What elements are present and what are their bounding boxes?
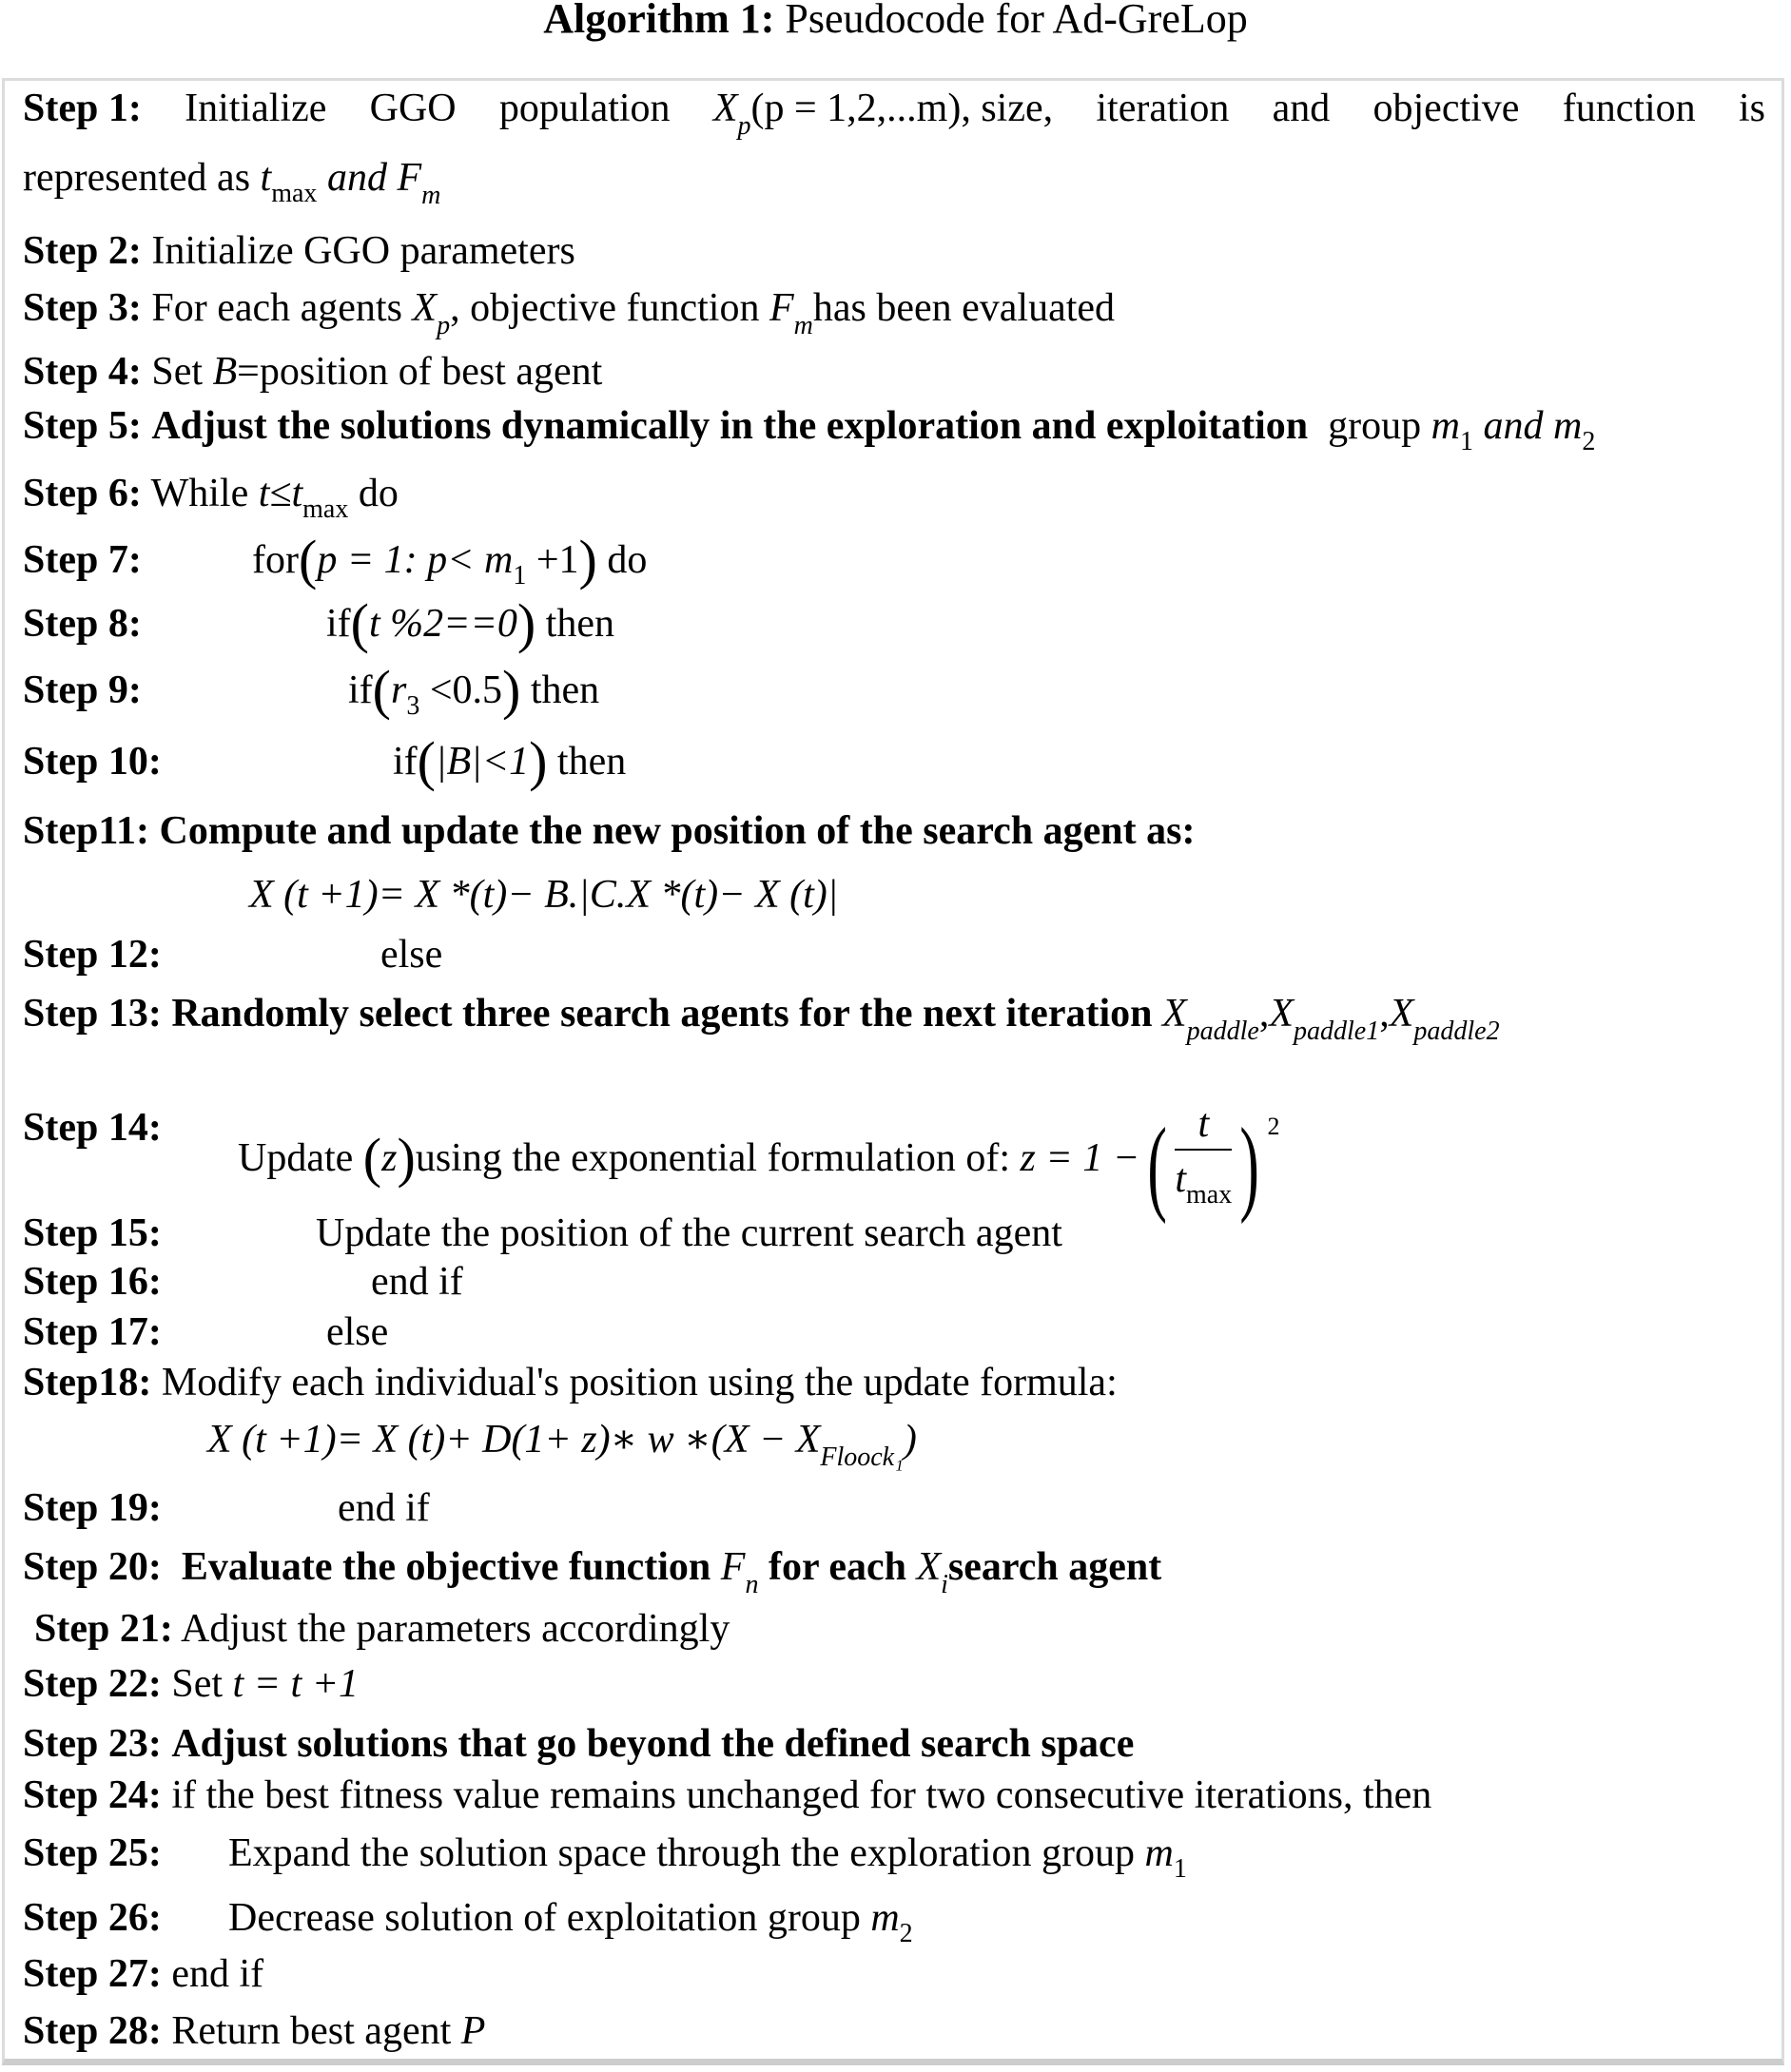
step-label: Step 15: [23, 1211, 162, 1255]
keyword: then [556, 740, 627, 784]
step-text: Adjust the solutions dynamically in the exploration and exploitation [151, 404, 1309, 448]
step-10-content: if(|B|<1) then [393, 730, 627, 792]
sub: max [271, 179, 318, 208]
step-label: Step 6: [23, 472, 142, 515]
step-text: While [150, 472, 249, 515]
sub: n [745, 1570, 759, 1599]
step-7 [23, 537, 142, 583]
step-9 [23, 668, 142, 713]
step-15 [23, 1210, 162, 1256]
step-26-content [228, 1895, 913, 1957]
word: population [498, 87, 671, 130]
population-expr: $X_p(p = 1,2,...m)$, size, [712, 87, 1054, 141]
sub: m [793, 311, 813, 340]
step-label: Step 26: [23, 1896, 162, 1940]
expr: p = 1: p< m [317, 538, 514, 582]
keyword: do [607, 538, 648, 582]
step-label: Step 20: [23, 1545, 162, 1589]
step-2 [23, 228, 575, 274]
step-text: Decrease solution of exploitation group [228, 1896, 861, 1940]
step-18-formula: X (t +1)= X (t)+ D(1+ z)∗ w ∗(X − $X_{Floock_1}$) [207, 1418, 917, 1472]
step-18 [23, 1360, 1118, 1405]
step-28 [23, 2008, 485, 2054]
expr: t≤t [258, 472, 303, 515]
step-text: Expand the solution space through the exploration group [228, 1831, 1135, 1875]
step-label: Step 24: [23, 1773, 162, 1817]
sub: 2 [1582, 427, 1596, 456]
sub: max [302, 494, 349, 524]
step-label: Step 3: [23, 286, 142, 330]
word: and [1272, 87, 1331, 130]
sub: i [941, 1570, 948, 1599]
step-label: Step 19: [23, 1486, 162, 1530]
keyword: if [348, 668, 373, 712]
step-text: Evaluate the objective function [181, 1545, 711, 1589]
step-label: Step 23: [23, 1722, 162, 1766]
word: function [1562, 87, 1696, 130]
keyword: then [545, 602, 614, 646]
sub: paddle [1186, 1017, 1259, 1046]
var: F [769, 286, 794, 330]
step-25 [23, 1830, 162, 1876]
keyword: then [530, 668, 600, 712]
step-text: For each agents [151, 286, 402, 330]
step-label: Step 14: [23, 1106, 162, 1150]
step-text: if the best fitness value remains unchanged for two consecutive iterations, then [171, 1773, 1432, 1817]
word: Initialize [185, 87, 327, 130]
step-5 [23, 403, 1595, 465]
var: P [460, 2009, 486, 2053]
sub: 1 [1460, 427, 1474, 456]
sub: 3 [406, 691, 420, 721]
var: m [1144, 1831, 1174, 1875]
step-label: Step 25: [23, 1831, 162, 1875]
step-label: Step 5: [23, 404, 142, 448]
var: F [720, 1545, 746, 1589]
step-text: search agent [947, 1545, 1162, 1589]
step-text: end if [171, 1952, 264, 1996]
step-7-content: for(p = 1: $p< m_1 +1$) do [252, 529, 648, 591]
text: and [326, 156, 387, 200]
step-label: Step 7: [23, 538, 142, 582]
step-label: Step 4: [23, 350, 142, 394]
step-16-content: end if [371, 1260, 463, 1304]
word: GGO [369, 87, 457, 130]
keyword: if [326, 602, 351, 646]
step-1 [23, 86, 1765, 149]
step-label: Step18: [23, 1361, 152, 1404]
expr: t %2==0 [368, 602, 517, 646]
step-label: Step 22: [23, 1662, 162, 1706]
var: m [1431, 404, 1461, 448]
expr: |B|<1 [435, 740, 530, 784]
sub: paddle1 [1294, 1017, 1380, 1046]
expr: <0.5 [419, 668, 503, 712]
var: m [1553, 404, 1583, 448]
step-text: , objective function [450, 286, 760, 330]
sub: 1 [513, 561, 527, 591]
step-text: Adjust solutions that go beyond the defined search space [171, 1722, 1135, 1766]
step-label: Step 10: [23, 740, 162, 784]
step-23 [23, 1721, 1134, 1767]
word: is [1738, 87, 1765, 130]
exponent: 2 [1267, 1113, 1280, 1140]
step-text: Randomly select three search agents for the next iteration [171, 992, 1153, 1036]
sub: paddle2 [1413, 1017, 1500, 1046]
keyword: for [252, 538, 299, 582]
step-text: do [358, 472, 399, 515]
var: X [1269, 992, 1295, 1036]
text: represented as [23, 156, 251, 200]
var: X [1161, 992, 1187, 1036]
step-label: Step 16: [23, 1260, 162, 1304]
fraction: $\frac{t}{t_{max}}$ [1175, 1099, 1232, 1224]
step-3 [23, 285, 1115, 349]
step-6 [23, 471, 399, 533]
algorithm-title [0, 0, 1791, 44]
step-15-content: Update the position of the current search agent [316, 1211, 1062, 1255]
step-label: Step 28: [23, 2009, 162, 2053]
step-text: using the exponential formulation of: [415, 1136, 1011, 1180]
step-label: Step11: [23, 809, 150, 853]
var: X [1389, 992, 1414, 1036]
step-9-content: $if(r_3 <0.5)$ then [348, 659, 600, 721]
step-22 [23, 1661, 359, 1707]
expr: r [390, 668, 407, 712]
step-25-content [228, 1830, 1187, 1892]
expr: t = t +1 [232, 1662, 360, 1706]
step-21 [34, 1606, 730, 1652]
var: t [260, 156, 272, 200]
step-text: Compute and update the new position of the search agent as: [159, 809, 1196, 853]
step-24 [23, 1772, 1431, 1818]
var: z [381, 1136, 398, 1180]
step-text: Modify each individual's position using the update formula: [161, 1361, 1118, 1404]
step-text: Update [238, 1136, 354, 1180]
step-13: Step 13: Randomly select three search agents for the next iteration $X_{paddle},X_{paddle1},X_{paddle2}$ [23, 992, 1500, 1046]
step-27 [23, 1951, 263, 1997]
text: and [1483, 404, 1544, 448]
algorithm-label: Algorithm 1: [543, 0, 775, 42]
step-8 [23, 601, 142, 647]
step-10 [23, 739, 162, 784]
step-19 [23, 1485, 162, 1531]
step-12-content: else [380, 933, 443, 977]
algorithm-title-text: Pseudocode for Ad-GreLop [785, 0, 1248, 42]
step-text: =position of best agent [237, 350, 603, 394]
sub: 2 [899, 1919, 913, 1948]
step-label: Step 1: [23, 87, 142, 130]
step-11-formula: X (t +1)= X *(t)− B.|C.X *(t)− X (t)| [249, 873, 839, 917]
step-label: Step 21: [34, 1607, 173, 1651]
step-19-content: end if [338, 1486, 430, 1530]
step-12 [23, 932, 162, 978]
step-label: Step 13: [23, 992, 162, 1036]
step-text: Set [171, 1662, 224, 1706]
step-1-continued [23, 155, 440, 219]
step-4 [23, 349, 602, 395]
var: F [397, 156, 422, 200]
sub: 1 [1173, 1854, 1187, 1884]
step-label: Step 27: [23, 1952, 162, 1996]
step-text: Return best agent [171, 2009, 452, 2053]
var: B [212, 350, 238, 394]
sub: m [421, 181, 441, 210]
step-label: Step 2: [23, 229, 142, 273]
expr: z = 1 − [1020, 1136, 1140, 1180]
expr: +1 [526, 538, 579, 582]
step-text: group [1328, 404, 1422, 448]
word: iteration [1096, 87, 1230, 130]
step-20 [23, 1544, 1161, 1608]
var: m [870, 1896, 900, 1940]
step-14 [23, 1105, 162, 1151]
step-label: Step 17: [23, 1310, 162, 1354]
sub: p [437, 311, 451, 340]
var: X [412, 286, 438, 330]
word: objective [1372, 87, 1520, 130]
step-11 [23, 808, 1195, 854]
keyword: if [393, 740, 418, 784]
step-26 [23, 1895, 162, 1941]
step-text: Set [151, 350, 204, 394]
step-17 [23, 1309, 162, 1355]
step-text: has been evaluated [812, 286, 1116, 330]
step-text: Adjust the parameters accordingly [181, 1607, 730, 1651]
step-14-content: Update (z)using the exponential formulation of: z = 1 −( $\frac{t}{t_{max}}$ ) $^2$ [238, 1051, 1280, 1242]
step-17-content: else [326, 1310, 389, 1354]
step-label: Step 9: [23, 668, 142, 712]
step-16 [23, 1259, 162, 1305]
step-label: Step 12: [23, 933, 162, 977]
step-8-content: if(t %2==0) then [326, 592, 614, 654]
var: X [916, 1545, 942, 1589]
step-text: for each [768, 1545, 906, 1589]
step-text: Initialize GGO parameters [151, 229, 575, 273]
step-label: Step 8: [23, 602, 142, 646]
